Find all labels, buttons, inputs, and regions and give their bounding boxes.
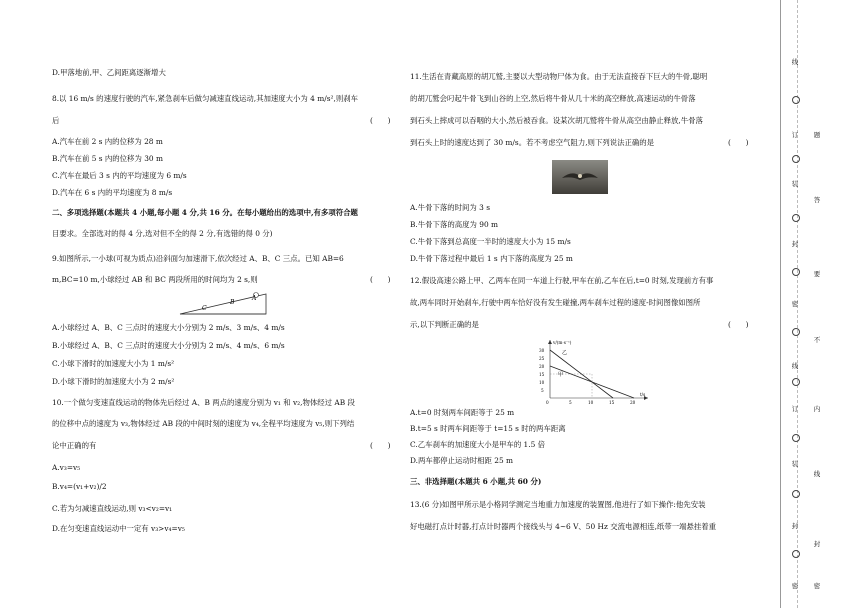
q12-stem-1: 12.假设高速公路上甲、乙两车在同一车道上行驶,甲车在前,乙车在后,t=0 时刻,发现前方有事 [410, 276, 714, 285]
margin-note-char: 要 [813, 270, 821, 278]
margin-note-char: 不 [813, 336, 821, 344]
margin-char: 密 [791, 300, 799, 308]
x-tick-label: 5 [569, 400, 572, 404]
margin-char: 订 [791, 405, 799, 413]
margin-circle [792, 550, 800, 558]
q10-option-a: A.v₃=v₅ [52, 463, 81, 472]
x-tick-label: 10 [588, 400, 594, 404]
y-tick-label: 5 [541, 388, 544, 393]
q9-option-b: B.小球经过 A、B、C 三点时的速度大小分别为 2 m/s、4 m/s、6 m/s [52, 341, 285, 350]
margin-circle [792, 490, 800, 498]
x-axis-label: t/s [640, 392, 646, 397]
q11-stem-4: 到石头上时的速度达到了 30 m/s。若不考虑空气阻力,则下列说法正确的是 [410, 138, 655, 147]
y-axis-label: v/(m·s⁻¹) [553, 340, 572, 345]
margin-char: 装 [791, 180, 799, 188]
margin-circle [792, 434, 800, 442]
margin-circle [792, 328, 800, 336]
q10-stem-2: 的位移中点的速度为 v₃,物体经过 AB 段的中间时刻的速度为 v₄,全程平均速度为 v₅,则下列结 [52, 419, 355, 428]
q10-stem-3: 论中正确的有 [52, 441, 97, 450]
q11-answer-paren: ( ) [728, 138, 749, 147]
margin-circle [792, 378, 800, 386]
y-tick-label: 10 [539, 380, 545, 385]
point-b-label: B [230, 299, 235, 306]
margin-note-char: 内 [813, 405, 821, 413]
y-tick-label: 30 [539, 348, 545, 353]
q11-option-b: B.牛骨下落的高度为 90 m [410, 220, 499, 229]
q13-stem-1: 13.(6 分)如图甲所示是小格同学测定当地重力加速度的装置图,他进行了如下操作:他先安装 [410, 500, 706, 509]
y-tick-label: 20 [539, 364, 545, 369]
q10-answer-paren: ( ) [370, 441, 391, 450]
series-jia-label: 甲 [558, 372, 564, 378]
q12-option-c: C.乙车刹车的加速度大小是甲车的 1.5 倍 [410, 440, 546, 449]
q9-stem-2: m,BC=10 m,小球经过 AB 和 BC 两段所用的时间均为 2 s,则 [52, 275, 258, 284]
q8-answer-paren: ( ) [370, 116, 391, 125]
q9-option-c: C.小球下滑时的加速度大小为 1 m/s² [52, 359, 175, 368]
q11-stem-1: 11.生活在青藏高原的胡兀鹫,主要以大型动物尸体为食。由于无法直接吞下巨大的牛骨,聪明 [410, 72, 708, 81]
q12-stem-3: 示,以下判断正确的是 [410, 320, 479, 329]
q12-answer-paren: ( ) [728, 320, 749, 329]
y-tick-label: 15 [539, 372, 545, 377]
q12-stem-2: 故,两车同时开始刹车,行驶中两车恰好没有发生碰撞,两车刹车过程的速度-时间图像如图所 [410, 298, 701, 307]
margin-note-char: 封 [813, 540, 821, 548]
q8-option-d: D.汽车在 6 s 内的平均速度为 8 m/s [52, 188, 173, 197]
q10-option-d: D.在匀变速直线运动中一定有 v₃>v₄=v₅ [52, 524, 185, 533]
q11-stem-3: 到石头上摔成可以吞咽的大小,然后被吞食。设某次胡兀鹫将牛骨从高空由静止释放,牛骨落 [410, 116, 703, 125]
x-tick-label: 0 [546, 400, 549, 404]
q10-option-b: B.v₄=(v₁+v₂)/2 [52, 482, 107, 491]
q9-answer-paren: ( ) [370, 275, 391, 284]
series-yi-label: 乙 [562, 350, 568, 356]
q11-option-c: C.牛骨下落到总高度一半时的速度大小为 15 m/s [410, 237, 571, 246]
margin-note-char: 密 [813, 582, 821, 590]
margin-char: 订 [791, 131, 799, 139]
point-c-label: C [202, 305, 207, 312]
q7-option-d: D.甲落地前,甲、乙间距离逐渐增大 [52, 68, 166, 77]
q12-option-b: B.t=5 s 时两车间距等于 t=15 s 时的两车距离 [410, 424, 566, 433]
margin-circle [792, 96, 800, 104]
margin-char: 封 [791, 240, 799, 248]
q8-stem-1: 8.以 16 m/s 的速度行驶的汽车,紧急刹车后做匀减速直线运动,其加速度大小为 4 m/s²,则刹车 [52, 94, 358, 103]
q9-option-a: A.小球经过 A、B、C 三点时的速度大小分别为 2 m/s、3 m/s、4 m/s [52, 323, 285, 332]
point-a-label: A [252, 295, 257, 302]
margin-char: 装 [791, 460, 799, 468]
binding-line [780, 0, 782, 608]
q10-option-c: C.若为匀减速直线运动,则 v₃<v₂=v₁ [52, 504, 173, 513]
margin-char: 线 [791, 58, 799, 66]
section-3-title: 三、非选择题(本题共 6 小题,共 60 分) [410, 477, 542, 486]
q11-option-a: A.牛骨下落的时间为 3 s [410, 203, 491, 212]
q12-option-a: A.t=0 时刻两车间距等于 25 m [410, 408, 515, 417]
margin-char: 密 [791, 582, 799, 590]
x-tick-label: 20 [630, 400, 636, 404]
margin-char: 封 [791, 522, 799, 530]
margin-circle [792, 155, 800, 163]
margin-note-char: 线 [813, 470, 821, 478]
margin-circle [792, 268, 800, 276]
margin-note-char: 题 [813, 131, 821, 139]
vulture-photo [552, 160, 608, 194]
q11-stem-2: 的胡兀鹫会叼起牛骨飞到山谷的上空,然后将牛骨从几十米的高空释放,高速运动的牛骨落 [410, 94, 696, 103]
margin-circle [792, 214, 800, 222]
vulture-icon [552, 160, 608, 194]
y-tick-label: 25 [539, 356, 545, 361]
vt-graph [536, 338, 656, 404]
section-2-note: 目要求。全部选对的得 4 分,选对但不全的得 2 分,有选错的得 0 分) [52, 229, 273, 238]
margin-note-char: 答 [813, 196, 821, 204]
q8-option-b: B.汽车在前 5 s 内的位移为 30 m [52, 154, 163, 163]
q8-stem-2: 后 [52, 116, 60, 125]
q9-stem-1: 9.如图所示,一小球(可视为质点)沿斜面匀加速滑下,依次经过 A、B、C 三点。已知 AB=6 [52, 254, 344, 263]
q12-option-d: D.两车都停止运动时相距 25 m [410, 456, 514, 465]
x-tick-label: 15 [609, 400, 615, 404]
q8-option-a: A.汽车在前 2 s 内的位移为 28 m [52, 137, 163, 146]
section-2-title: 二、多项选择题(本题共 4 小题,每小题 4 分,共 16 分。在每小题给出的选项中,有多项符合题 [52, 208, 358, 217]
incline-figure [178, 290, 268, 316]
q13-stem-2: 好电磁打点计时器,打点计时器两个接线头与 4~6 V、50 Hz 交流电源相连,纸带一端悬挂着重 [410, 522, 717, 531]
q11-option-d: D.牛骨下落过程中最后 1 s 内下落的高度为 25 m [410, 254, 573, 263]
q10-stem-1: 10.一个做匀变速直线运动的物体先后经过 A、B 两点的速度分别为 v₁ 和 v₂,物体经过 AB 段 [52, 398, 355, 407]
margin-char: 线 [791, 362, 799, 370]
q8-option-c: C.汽车在最后 3 s 内的平均速度为 6 m/s [52, 171, 187, 180]
q9-option-d: D.小球下滑时的加速度大小为 2 m/s² [52, 377, 175, 386]
